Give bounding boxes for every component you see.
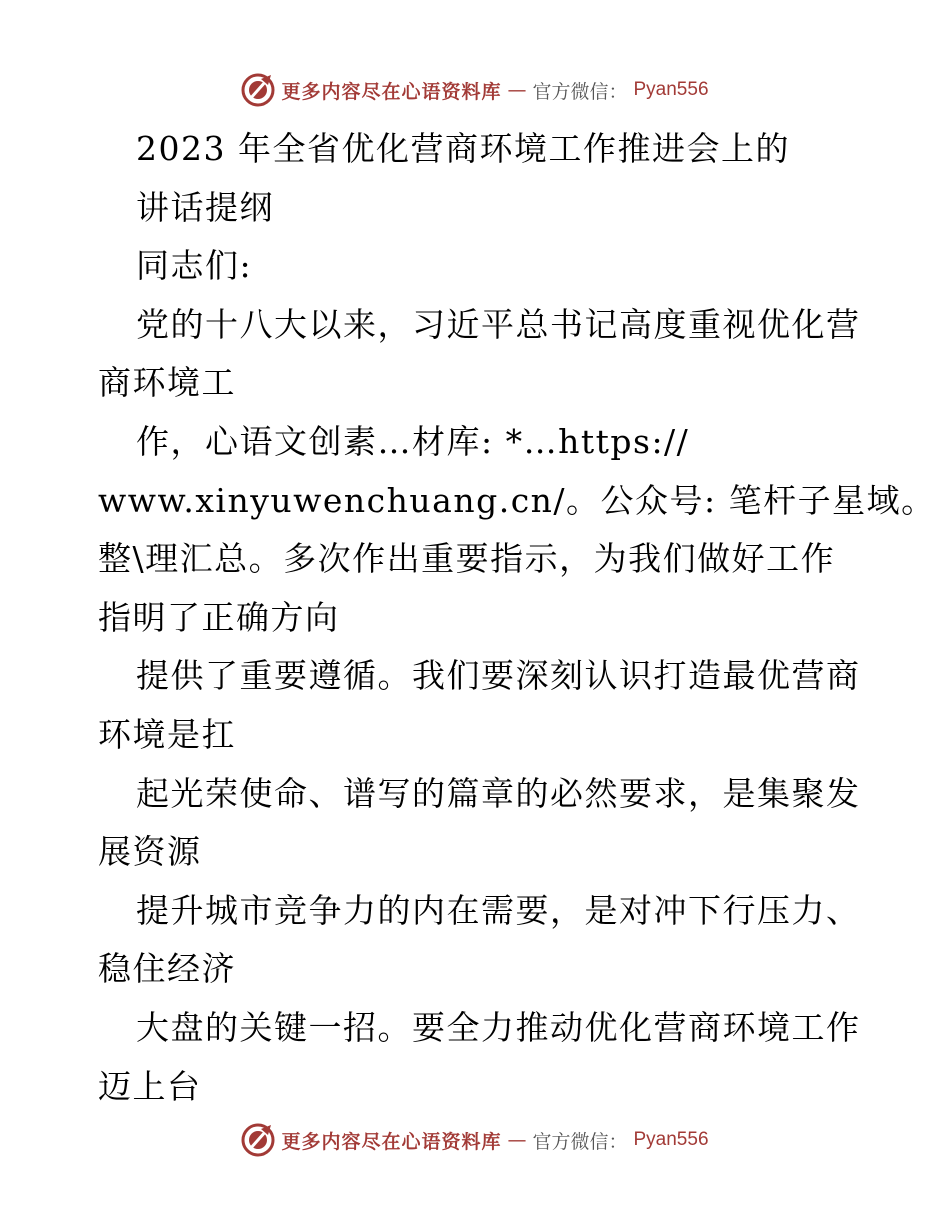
paragraph-line: www.xinyuwenchuang.cn/。公众号: 笔杆子星域。 [98,480,936,520]
banner-wechat-label: 官方微信： [532,1130,628,1153]
brush-logo-icon [241,73,275,107]
paragraph-line: 稳住经济 [98,949,236,989]
banner-slogan: 更多内容尽在心语资料库 [281,1130,502,1153]
paragraph-line: 展资源 [98,832,202,872]
document-title-line-2: 讲话提纲 [136,187,274,227]
banner-wechat-label: 官方微信： [532,80,628,103]
paragraph-line: 环境是扛 [98,714,236,754]
header-banner [0,70,950,110]
footer-banner [0,1120,950,1160]
paragraph-line: 提升城市竞争力的内在需要，是对冲下行压力、 [136,890,861,930]
document-title-line-1: 2023 年全省优化营商环境工作推进会上的 [136,129,790,168]
banner-separator: — [507,79,527,101]
banner-wechat-id: Pyan556 [633,1129,709,1150]
brush-logo-icon [241,1123,275,1157]
paragraph-line: 起光荣使命、谱写的篇章的必然要求，是集聚发 [136,773,861,813]
banner-slogan: 更多内容尽在心语资料库 [281,80,502,103]
paragraph-line: 指明了正确方向 [98,597,340,637]
paragraph-line: 提供了重要遵循。我们要深刻认识打造最优营商 [136,656,861,696]
paragraph-line: 整\理汇总。多次作出重要指示，为我们做好工作 [98,539,836,579]
banner-wechat-id: Pyan556 [633,79,709,100]
paragraph-line: 商环境工 [98,363,236,403]
paragraph-line: 党的十八大以来，习近平总书记高度重视优化营 [136,304,861,344]
banner-separator: — [507,1129,527,1151]
paragraph-line: 大盘的关键一招。要全力推动优化营商环境工作 [136,1007,861,1047]
paragraph-line: 迈上台 [98,1066,202,1106]
salutation: 同志们: [136,246,253,286]
paragraph-line: 作，心语文创素…材库: *…https:// [136,421,690,461]
document-body [98,120,936,1116]
